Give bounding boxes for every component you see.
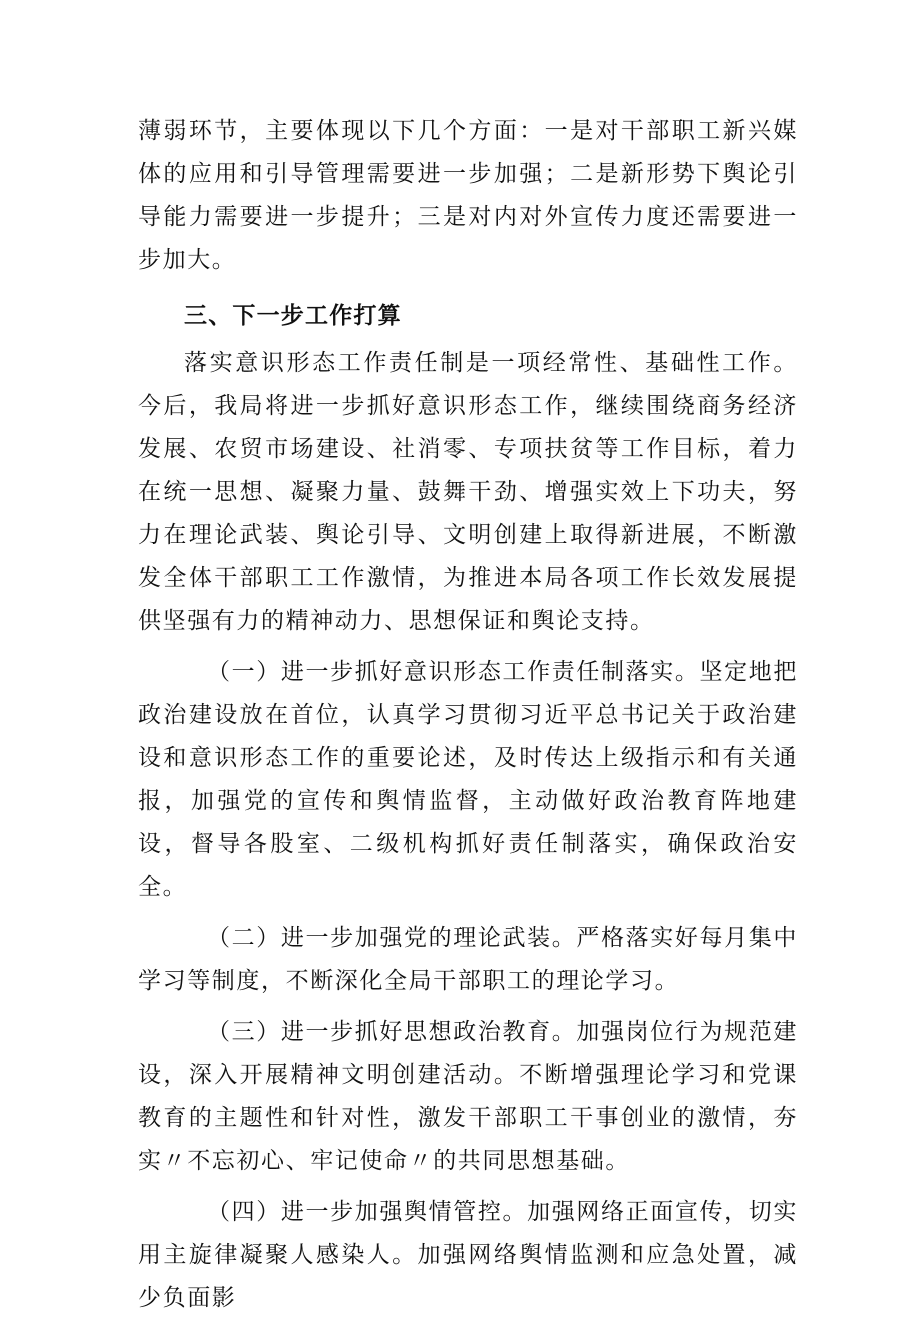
document-page <box>138 110 798 1320</box>
paragraph-item-1: （一）进一步抓好意识形态工作责任制落实。坚定地把政治建设放在首位，认真学习贯彻习近平总书记关于政治建设和意识形态工作的重要论述，及时传达上级指示和有关通报，加强党的宣传和舆情监督，主动做好政治教育阵地建设，督导各股室、二级机构抓好责任制落实，确保政治安全。 <box>138 659 798 900</box>
paragraph-weak-links: 薄弱环节，主要体现以下几个方面：一是对干部职工新兴媒体的应用和引导管理需要进一步加强；二是新形势下舆论引导能力需要进一步提升；三是对内对外宣传力度还需要进一步加大。 <box>138 118 798 273</box>
paragraph-gap <box>138 282 798 290</box>
section-heading-next-steps: 三、下一步工作打算 <box>184 303 402 329</box>
paragraph-gap <box>138 1003 798 1011</box>
paragraph-next-steps-intro: 落实意识形态工作责任制是一项经常性、基础性工作。今后，我局将进一步抓好意识形态工作，继续围绕商务经济发展、农贸市场建设、社消零、专项扶贫等工作目标，着力在统一思想、凝聚力量、鼓舞干劲、增强实效上下功夫，努力在理论武装、舆论引导、文明创建上取得新进展，不断激发全体干部职工工作激情，为推进本局各项工作长效发展提供坚强有力的精神动力、思想保证和舆论支持。 <box>138 350 798 634</box>
paragraph-item-3: （三）进一步抓好思想政治教育。加强岗位行为规范建设，深入开展精神文明创建活动。不断增强理论学习和党课教育的主题性和针对性，激发干部职工干事创业的激情，夯实〃不忘初心、牢记使命〃的共同思想基础。 <box>138 1019 798 1174</box>
paragraph-item-2: （二）进一步加强党的理论武装。严格落实好每月集中学习等制度，不断深化全局干部职工的理论学习。 <box>138 925 798 994</box>
paragraph-gap <box>138 909 798 917</box>
paragraph-gap <box>138 1183 798 1191</box>
paragraph-item-4: （四）进一步加强舆情管控。加强网络正面宣传，切实用主旋律凝聚人感染人。加强网络舆情监测和应急处置，减少负面影 <box>138 1199 798 1311</box>
paragraph-gap <box>138 643 798 651</box>
